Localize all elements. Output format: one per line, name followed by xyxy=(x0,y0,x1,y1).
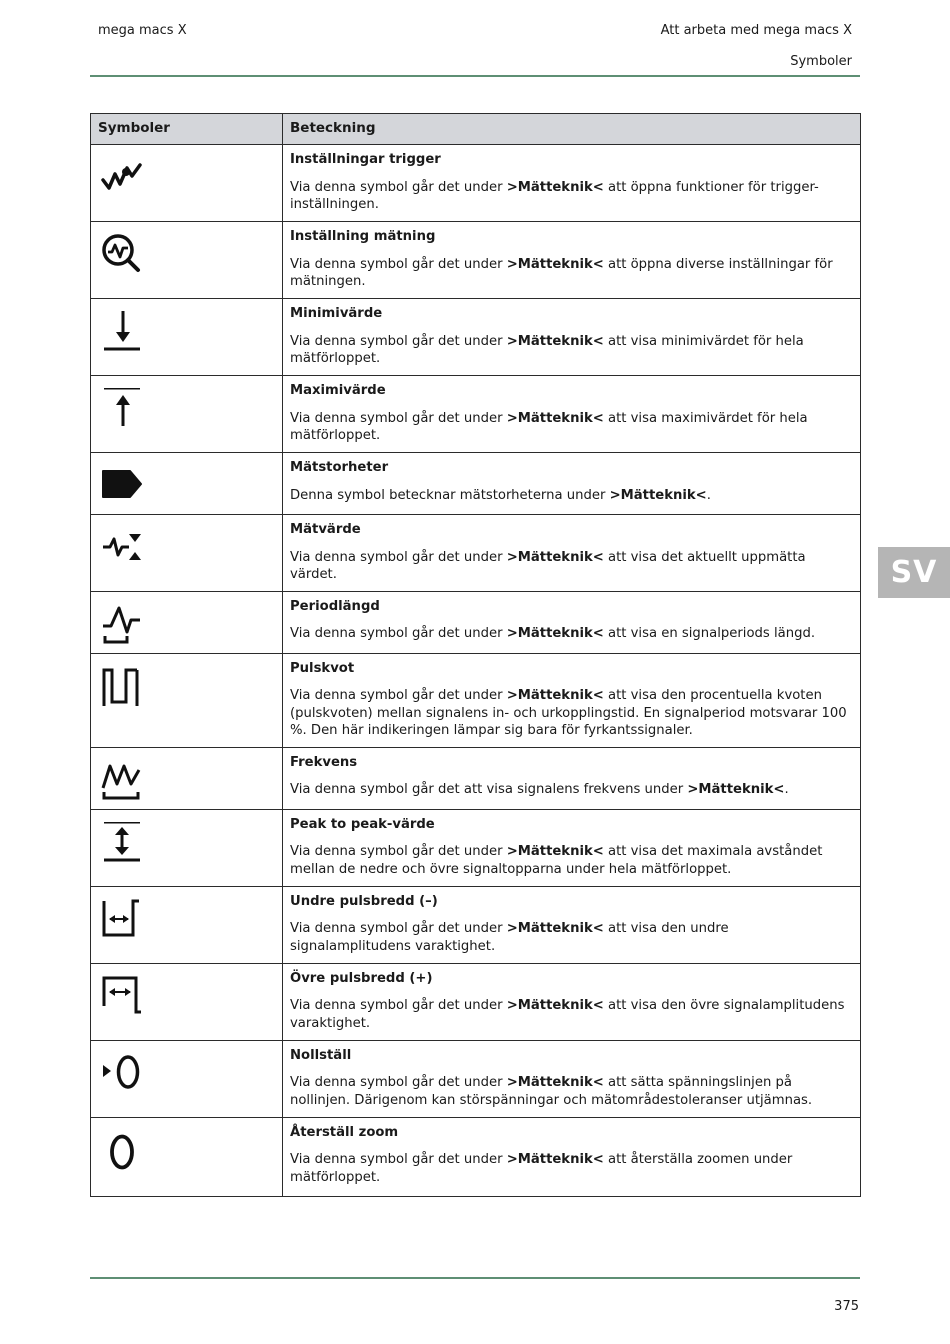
table-row xyxy=(91,1040,861,1117)
lower-pulse-width-icon xyxy=(101,899,145,943)
column-header-symbols: Symboler xyxy=(91,114,283,145)
table-row xyxy=(91,963,861,1040)
symbol-title: Pulskvot xyxy=(290,660,355,676)
meaning-cell xyxy=(283,747,861,809)
symbol-cell xyxy=(91,145,283,222)
symbol-description: Via denna symbol går det under >Mätteknik< att öppna diverse inställningar för mätningen. xyxy=(290,256,833,289)
table-row xyxy=(91,653,861,747)
symbol-description: Via denna symbol går det under >Mätteknik< att visa maximivärdet för hela mätförloppet. xyxy=(290,410,808,443)
symbol-title: Mätstorheter xyxy=(290,460,389,475)
meaning-cell xyxy=(283,145,861,222)
symbol-description: Via denna symbol går det under >Mätteknik< att visa den övre signalamplitudens varaktighet. xyxy=(290,998,845,1031)
symbol-description: Via denna symbol går det under >Mätteknik< att visa den procentuella kvoten (pulskvoten) mellan signalens in- och urkopplingstid. En signalperiod motsvarar 100 %. Den här indikeringen lämpar sig bara för fyrkantssignaler. xyxy=(290,688,847,738)
symbol-title: Periodlängd xyxy=(290,598,380,614)
table-row xyxy=(91,747,861,809)
maximum-value-icon xyxy=(101,388,145,432)
header-section-title: Symboler xyxy=(790,54,852,69)
symbol-title: Övre pulsbredd (+) xyxy=(290,970,433,986)
symbol-title: Frekvens xyxy=(290,754,358,770)
meaning-cell xyxy=(283,1040,861,1117)
meaning-cell xyxy=(283,515,861,592)
symbol-cell xyxy=(91,222,283,299)
symbol-title: Undre pulsbredd (–) xyxy=(290,893,438,909)
symbol-cell xyxy=(91,299,283,376)
measurement-settings-icon xyxy=(101,234,145,278)
symbol-cell xyxy=(91,963,283,1040)
symbol-description: Via denna symbol går det under >Mätteknik< att visa den undre signalamplitudens varaktighet. xyxy=(290,921,729,954)
frequency-icon xyxy=(101,760,145,804)
table-row xyxy=(91,886,861,963)
symbol-title: Nollställ xyxy=(290,1047,352,1063)
table-row xyxy=(91,515,861,592)
column-header-meaning: Beteckning xyxy=(283,114,861,145)
symbol-description: Via denna symbol går det under >Mätteknik< att visa en signalperiods längd. xyxy=(290,626,816,641)
table-row xyxy=(91,222,861,299)
table-row xyxy=(91,145,861,222)
symbol-description: Via denna symbol går det att visa signalens frekvens under >Mätteknik<. xyxy=(290,782,789,797)
meaning-cell xyxy=(283,886,861,963)
measurands-tag-icon xyxy=(101,465,145,509)
symbol-title: Maximivärde xyxy=(290,383,386,398)
header-divider xyxy=(90,75,860,77)
symbol-cell xyxy=(91,515,283,592)
table-row xyxy=(91,376,861,453)
meaning-cell xyxy=(283,1117,861,1196)
symbols-table xyxy=(90,113,861,1197)
meaning-cell xyxy=(283,653,861,747)
symbol-description: Via denna symbol går det under >Mätteknik< att visa minimivärdet för hela mätförloppet. xyxy=(290,333,804,366)
footer-divider xyxy=(90,1277,860,1279)
symbol-title: Minimivärde xyxy=(290,306,383,321)
table-row xyxy=(91,1117,861,1196)
symbol-description: Via denna symbol går det under >Mätteknik< att sätta spänningslinjen på nollinjen. Därigenom kan störspänningar och mätområdestoleranser utjämnas. xyxy=(290,1075,813,1108)
table-row xyxy=(91,453,861,515)
peak-to-peak-icon xyxy=(101,822,145,866)
symbol-cell xyxy=(91,653,283,747)
symbol-cell xyxy=(91,1040,283,1117)
meaning-cell xyxy=(283,299,861,376)
symbol-title: Återställ zoom xyxy=(290,1124,399,1140)
symbol-title: Inställningar trigger xyxy=(290,152,441,167)
symbol-title: Mätvärde xyxy=(290,522,361,537)
symbol-description: Via denna symbol går det under >Mätteknik< att visa det maximala avståndet mellan de nedre och övre signaltopparna under hela mätförloppet. xyxy=(290,844,823,877)
symbol-description: Via denna symbol går det under >Mätteknik< att öppna funktioner för trigger-inställningen. xyxy=(290,179,819,212)
symbol-title: Inställning mätning xyxy=(290,229,436,244)
table-row xyxy=(91,299,861,376)
meaning-cell xyxy=(283,591,861,653)
table-row xyxy=(91,591,861,653)
symbol-cell xyxy=(91,591,283,653)
meaning-cell xyxy=(283,809,861,886)
meaning-cell xyxy=(283,222,861,299)
table-row xyxy=(91,809,861,886)
zero-reset-icon xyxy=(101,1053,145,1097)
page-number: 375 xyxy=(834,1299,859,1314)
header-product-name: mega macs X xyxy=(98,23,187,38)
symbol-title: Peak to peak-värde xyxy=(290,816,435,832)
symbol-cell xyxy=(91,886,283,963)
meaning-cell xyxy=(283,453,861,515)
symbol-description: Denna symbol betecknar mätstorheterna under >Mätteknik<. xyxy=(290,487,711,503)
symbol-cell xyxy=(91,809,283,886)
duty-cycle-icon xyxy=(101,666,145,710)
symbol-description: Via denna symbol går det under >Mätteknik< att återställa zoomen under mätförloppet. xyxy=(290,1152,793,1185)
period-length-icon xyxy=(101,604,145,648)
table-header-row xyxy=(91,114,861,145)
header-chapter-title: Att arbeta med mega macs X xyxy=(660,23,852,38)
symbol-description: Via denna symbol går det under >Mätteknik< att visa det aktuellt uppmätta värdet. xyxy=(290,549,806,582)
meaning-cell xyxy=(283,376,861,453)
symbol-cell xyxy=(91,453,283,515)
minimum-value-icon xyxy=(101,311,145,355)
symbol-cell xyxy=(91,376,283,453)
language-tab: SV xyxy=(878,547,950,598)
upper-pulse-width-icon xyxy=(101,976,145,1020)
measured-value-icon xyxy=(101,527,145,571)
meaning-cell xyxy=(283,963,861,1040)
reset-zoom-icon xyxy=(101,1130,145,1174)
symbol-cell xyxy=(91,747,283,809)
trigger-settings-icon xyxy=(101,157,145,201)
symbol-cell xyxy=(91,1117,283,1196)
